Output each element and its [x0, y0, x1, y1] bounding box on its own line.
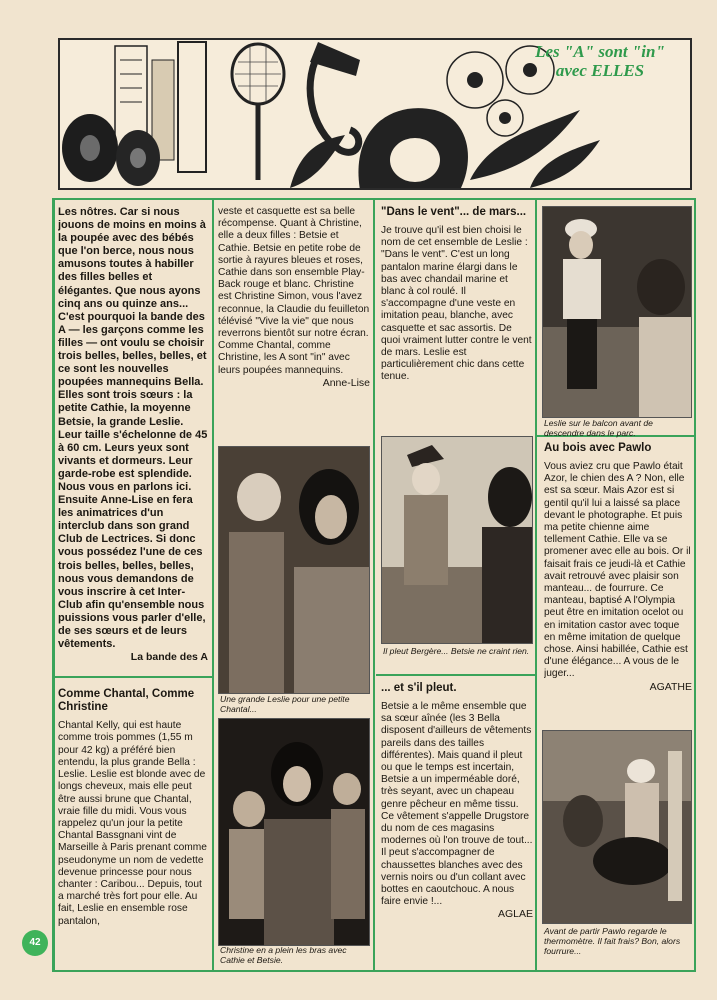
article-text: Betsie a le même ensemble que sa sœur aînée (les 3 Bella disposent d'ailleurs de vêtements pareils dans des tailles différentes). Mais quand il pleut ou que le temps est incertain, Betsie a un imperméable doré, très seyant, avec un chapeau genre pêcheur en même tissu. Ce vêtement s'appelle Drugstore du nom de ces magasins modernes où l'on trouve de tout... Il peut s'accompagner de chaussettes blanches avec des vernis noirs ou d'un collant avec bottes en caoutchouc. A nous faire envie !... [381, 701, 533, 908]
column-divider [52, 200, 55, 972]
article-text: veste et casquette est sa belle récompense. Quant à Christine, elle a deux filles : Betsie et Cathie. Betsie en petite robe de sortie à rayures bleues et roses, Cathie dans son ensemble Play-Back rouge et blanc. Christine est Christine Simon, vous l'avez reconnue, la Claudie du feuilleton télévisé "Vive la vie" que nous reverrons bientôt sur notre écran. Comme Chantal, comme Christine, les A sont "in" avec leurs poupées mannequins. [218, 206, 370, 376]
signature: AGATHE [649, 680, 692, 693]
intro-text: Les nôtres. Car si nous jouons de moins en moins à la poupée avec des bébés que l'on berce, nous nous amusons toutes à habiller des filles belles et élégantes. Que nous ayons cinq ans ou quinze ans... [58, 206, 206, 310]
photo-caption: Une grande Leslie pour une petite Chantal... [220, 694, 350, 714]
section-heading: Comme Chantal, Comme Christine [58, 688, 195, 714]
photo-caption: Leslie sur le balcon avant de descendre dans le parc. [544, 418, 653, 438]
photo-chantal [218, 446, 370, 694]
column-divider [535, 200, 537, 972]
column-2 [218, 206, 370, 442]
page-title: Les "A" sont "in" avec ELLES [535, 42, 665, 80]
top-rule [52, 198, 696, 200]
column-divider [212, 200, 214, 972]
photo-caption: Christine en a plein les bras avec Cathie et Betsie. [220, 945, 347, 965]
signature: Anne-Lise [322, 376, 370, 389]
column-3-lower [381, 682, 533, 966]
photo-caption: Il pleut Bergère... Betsie ne craint rien. [383, 646, 530, 656]
article-text: Vous aviez cru que Pawlo était Azor, le chien des A ? Non, elle est sa sœur. Mais Azor est si gentil qu'il lui a laissé sa place devant le photographe. Et puis ma petite chienne aime tellement Cathie. Elle va se promener avec elle au bois. Or il faisait frais ce jeudi-là et Cathie avait retrouvé avec plaisir son manteau... de fourrure. Ce manteau, baptisé A l'Olympia peut être en imitation ocelot ou en imitation castor avec toque en même imitation de quelque chose. Ainsi habillée, Cathie est d'une élégance... A vous de le juger... [544, 461, 691, 680]
column-4 [544, 442, 692, 732]
section-rule [376, 674, 535, 676]
article-text: Je trouve qu'il est bien choisi le nom de cet ensemble de Leslie : "Dans le vent". C'est un long pantalon marine élargi dans le bas avec chandail marine et blanc à col roulé. Il s'accompagne d'une veste en imitation peau, blanche, avec casquette et sac assortis. De quoi vraiment lutter contre le vent de mars. Leslie est particulièrement chic dans cette tenue. [381, 225, 532, 383]
section-heading: ... et s'il pleut. [381, 682, 457, 694]
photo-leslie-balcony [542, 206, 692, 418]
intro-text-2: C'est pourquoi la bande des A — les garçons comme les filles — ont voulu se choisir trois belles, belles, belles, et ce sont les nouvelles poupées mannequins Bella. Elles sont trois sœurs : la petite Cathie, la moyenne Betsie, la grande Leslie. Leur taille s'échelonne de 45 à 60 cm. Leurs yeux sont vivants et dormeurs. Leur garde-robe est splendide. Nous vous en parlons ici. Ensuite Anne-Lise en fera les animatrices d'un interclub dans son grand Club de Lectrices. Si donc vous possédez l'une de ces trois belles, belles, belles, nous vous demandons de vous inscrire à cet Inter-Club afin qu'ensemble nous puissions vous parler d'elle, de ses sœurs et de leurs vêtements. [58, 310, 208, 651]
section-heading: "Dans le vent"... de mars... [381, 206, 527, 218]
section-heading: Au bois avec Pawlo [544, 442, 652, 454]
bottom-rule [52, 970, 696, 972]
photo-caption: Avant de partir Pawlo regarde le thermomètre. Il fait frais? Bon, alors fourrure... [544, 926, 681, 956]
signature: AGLAE [497, 908, 533, 921]
header-illustration [58, 38, 692, 190]
photo-christine [218, 718, 370, 946]
column-3 [381, 206, 533, 436]
article-text: Chantal Kelly, qui est haute comme trois pommes (1,55 m pour 42 kg) a préféré bien entendu, la plus grande Bella : Leslie. Leslie est blonde avec de longs cheveux, mais elle peut être aussi brune que Chantal, vraie fille du midi. Vous vous rappelez qu'un jour la petite Chantal Bassgnani vint de Marseille à Paris prenant comme pseudonyme un nom de vedette devenue princesse pour nous chanter : Caribou... Depuis, tout a marché très fort pour elle. Au fait, Leslie en ensemble rose pantalon, [58, 720, 207, 927]
column-1 [58, 206, 208, 966]
column-divider [373, 200, 375, 972]
photo-betsie [381, 436, 533, 644]
page-number: 42 [22, 930, 48, 956]
photo-pawlo [542, 730, 692, 924]
column-divider [694, 200, 696, 972]
signature: La bande des A [130, 651, 208, 664]
